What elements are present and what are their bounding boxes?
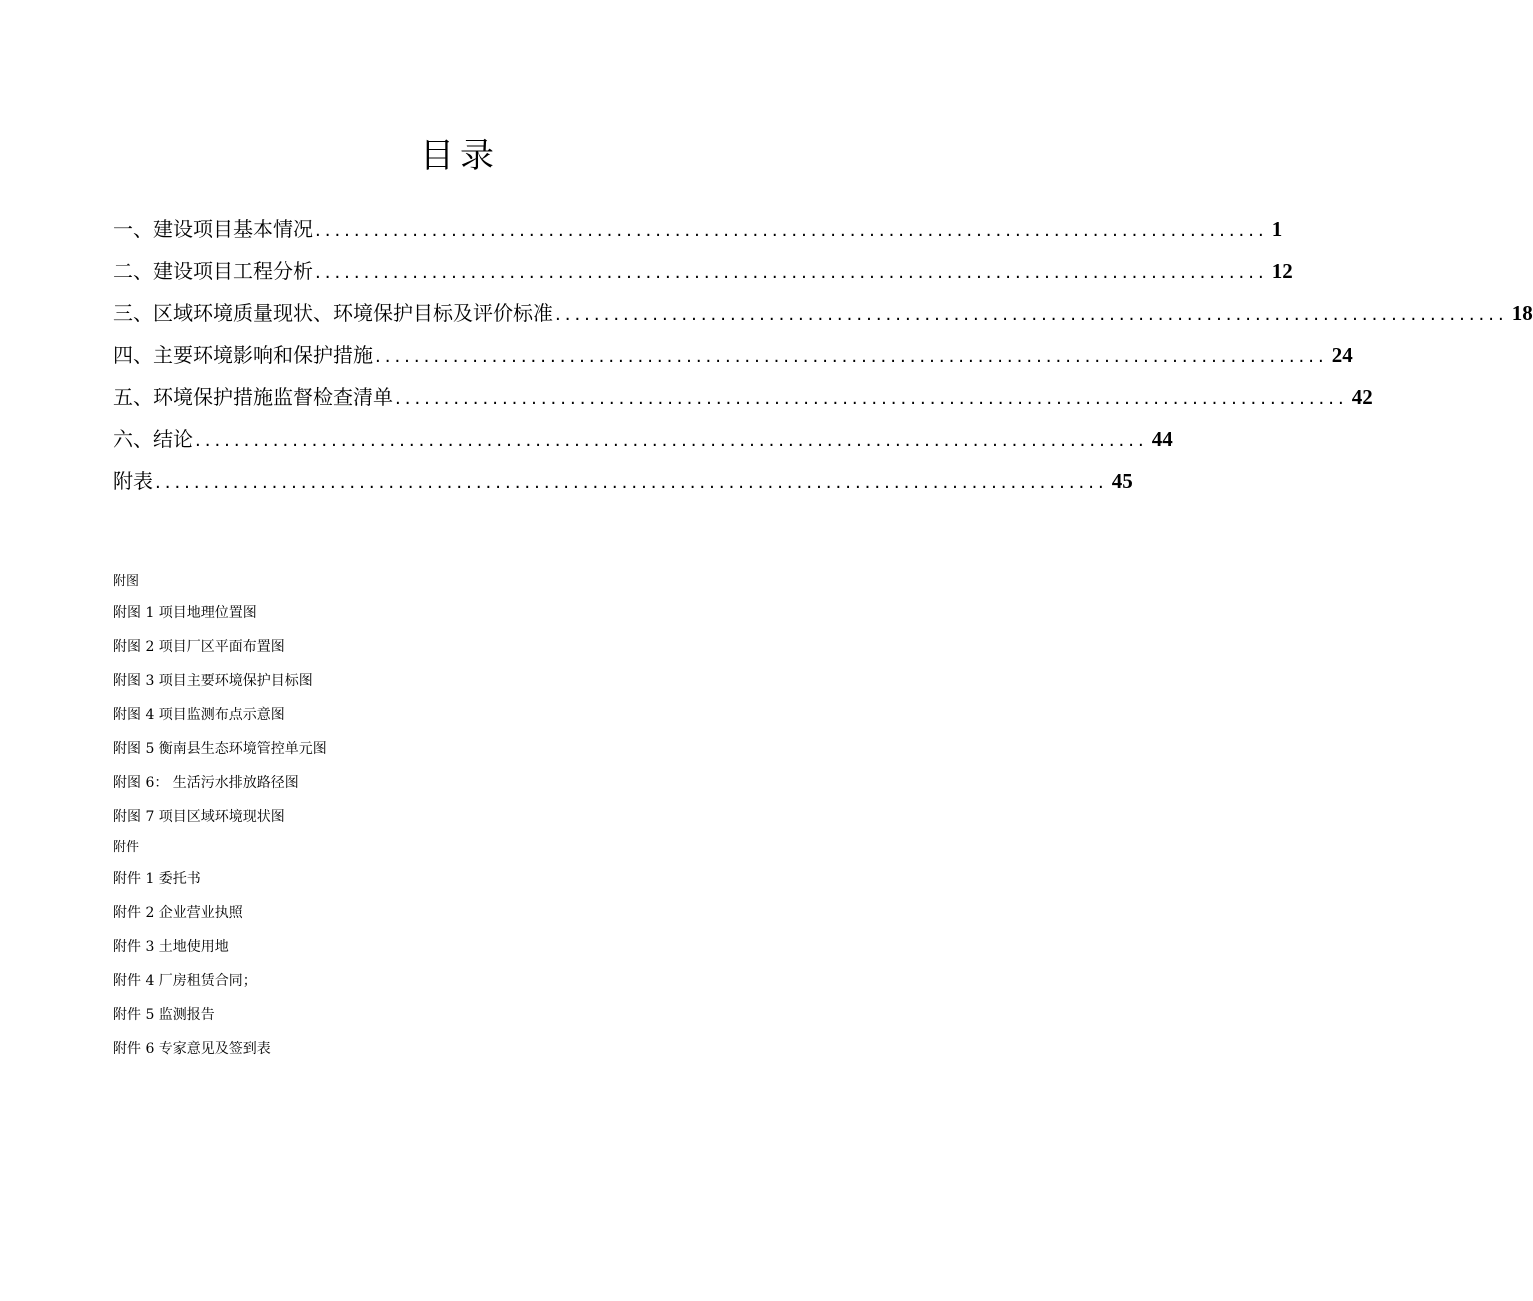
- toc-page-number: 45: [1111, 469, 1133, 493]
- attachment-item: 附件 3 土地使用地: [113, 939, 229, 955]
- toc-entry-label: 一、建设项目基本情况: [113, 217, 313, 241]
- toc-dot-leader: ..................................................................................................: [315, 262, 1268, 283]
- toc-dot-leader: ..................................................................................................: [155, 472, 1108, 493]
- figure-item: 附图 1 项目地理位置图: [113, 605, 257, 621]
- toc-dot-leader: ..................................................................................................: [395, 388, 1348, 409]
- attachment-item: 附件 5 监测报告: [113, 1007, 215, 1023]
- toc-page-number: 12: [1271, 259, 1293, 283]
- toc-page-number: 18: [1511, 301, 1533, 325]
- toc-page-number: 1: [1271, 217, 1283, 241]
- toc-entry[interactable]: [113, 381, 1373, 423]
- toc-entry[interactable]: [113, 297, 1533, 339]
- toc-entry[interactable]: [113, 213, 1283, 255]
- figures-heading: 附图: [113, 574, 140, 589]
- toc-entry-label: 四、主要环境影响和保护措施: [113, 343, 373, 367]
- figure-item: 附图 4 项目监测布点示意图: [113, 707, 285, 723]
- toc-page-number: 42: [1351, 385, 1373, 409]
- toc-page-number: 24: [1331, 343, 1353, 367]
- toc-dot-leader: ..................................................................................................: [555, 304, 1508, 325]
- attachment-item: 附件 4 厂房租赁合同；: [113, 973, 257, 989]
- toc-entry-label: 三、区域环境质量现状、环境保护目标及评价标准: [113, 301, 553, 325]
- toc-entry-label: 六、结论: [113, 427, 193, 451]
- attachments-heading: 附件: [113, 840, 140, 855]
- toc-entry-label: 五、环境保护措施监督检查清单: [113, 385, 393, 409]
- figure-item: 附图 3 项目主要环境保护目标图: [113, 673, 313, 689]
- toc-entry[interactable]: [113, 339, 1353, 381]
- figure-item: 附图 7 项目区域环境现状图: [113, 809, 285, 825]
- toc-entry-label: 二、建设项目工程分析: [113, 259, 313, 283]
- toc-entry[interactable]: [113, 423, 1173, 465]
- appendix-list: [113, 568, 813, 1066]
- figure-item: 附图 5 衡南县生态环境管控单元图: [113, 741, 327, 757]
- table-of-contents: [113, 213, 1533, 507]
- attachment-item: 附件 6 专家意见及签到表: [113, 1041, 271, 1057]
- toc-entry[interactable]: [113, 465, 1133, 507]
- toc-entry-label: 附表: [113, 469, 153, 493]
- toc-dot-leader: ..................................................................................................: [315, 220, 1268, 241]
- attachment-item: 附件 2 企业营业执照: [113, 905, 243, 921]
- toc-page-number: 44: [1151, 427, 1173, 451]
- page-title: 目录: [420, 136, 500, 176]
- toc-dot-leader: ..................................................................................................: [375, 346, 1328, 367]
- figure-item: 附图 2 项目厂区平面布置图: [113, 639, 285, 655]
- figure-item: 附图 6： 生活污水排放路径图: [113, 775, 299, 791]
- attachment-item: 附件 1 委托书: [113, 871, 201, 887]
- toc-entry[interactable]: [113, 255, 1293, 297]
- toc-dot-leader: ..................................................................................................: [195, 430, 1148, 451]
